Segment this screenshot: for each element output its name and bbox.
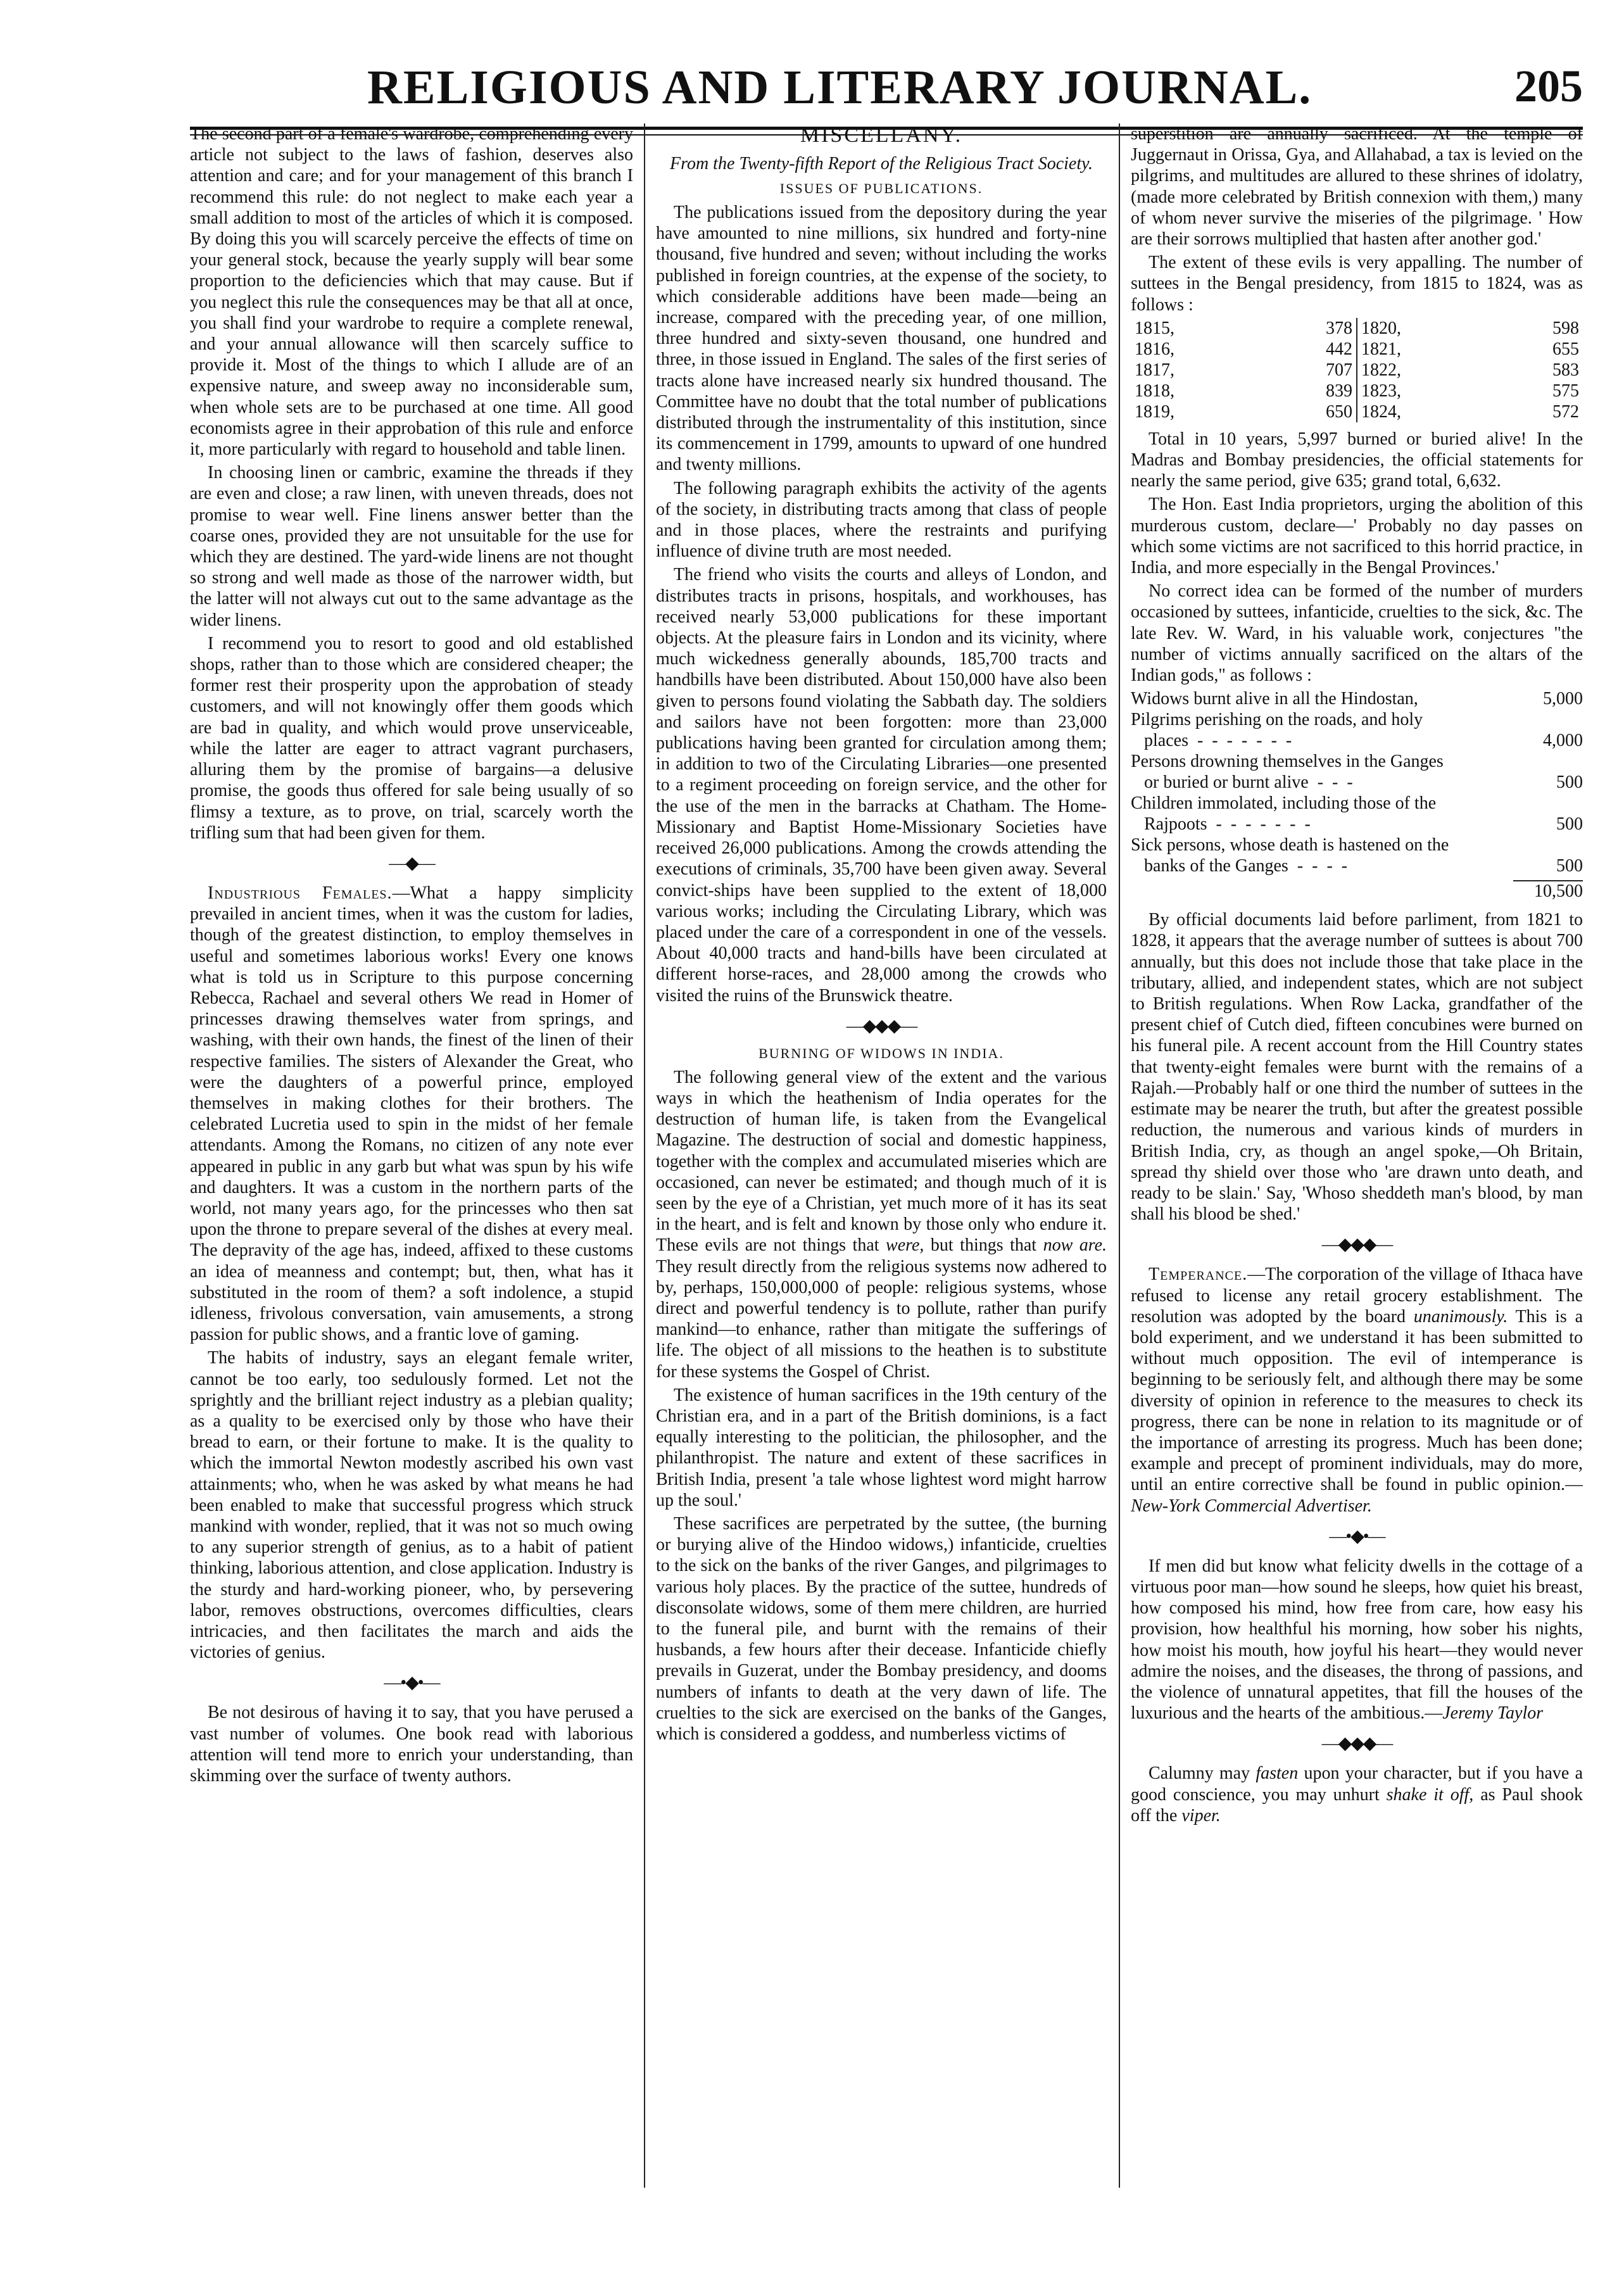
suttee-count: 655 <box>1552 339 1579 359</box>
source-attribution: New-York Commercial Advertiser. <box>1131 1496 1372 1516</box>
emphasis: fasten <box>1256 1763 1299 1784</box>
paragraph: Total in 10 years, 5,997 burned or buried alive! In the Madras and Bombay presidencies, the official statements for nearly the same period, give 635; grand total, 6,632. <box>1131 429 1583 491</box>
ornament-divider: —◆◆◆— <box>1321 1734 1392 1754</box>
estimate-value: 500 <box>1556 856 1583 876</box>
ornament-divider: —•◆•— <box>1329 1526 1385 1546</box>
paragraph-text: They result directly from the religious systems now adhered to by, perhaps, 150,000,000 of people: religious systems, whose direct and powerful tendency is to pollute, rather than purify mankind—to enhance, rather than mitigate the sufferings of life. The object of all missions to the heathen is to substitute for these systems the Gospel of Christ. <box>656 1256 1107 1382</box>
ornament-divider: —◆◆◆— <box>846 1016 917 1036</box>
table-row <box>1131 793 1583 814</box>
paragraph-text: If men did but know what felicity dwells in the cottage of a virtuous poor man—how sound he sleeps, how quiet his breast, how composed his mind, how free from care, how easy his provision, how healthful his morning, how sober his nights, how moist his mouth, how joyful his heart—they would never admire the noises, and the diseases, the throng of passions, and the violence of unnatural appetites, that fill the houses of the luxurious and the hearts of the ambitious.— <box>1131 1556 1583 1724</box>
running-title: RELIGIOUS AND LITERARY JOURNAL. <box>367 61 1312 114</box>
estimate-value <box>1513 709 1583 730</box>
estimate-value: 500 <box>1556 772 1583 793</box>
suttee-year: 1815, <box>1135 318 1174 338</box>
paragraph: The following paragraph exhibits the activity of the agents of the society, in distributing tracts among that class of people and in those places, where the restraints and purifying influence of divine truth are most needed. <box>656 478 1107 562</box>
source-attribution: Jeremy Taylor <box>1442 1703 1544 1724</box>
paragraph-text: —The corporation of the village of Ithaca have refused to license any retail grocery establishment. The resolution was adopted by the board <box>1131 1264 1583 1327</box>
article-lead: Temperance. <box>1149 1264 1248 1285</box>
paragraph: The extent of these evils is very appalling. The number of suttees in the Bengal presidency, from 1815 to 1824, was as follows : <box>1131 253 1583 315</box>
paragraph <box>1131 1763 1583 1826</box>
table-row <box>1131 772 1583 793</box>
estimate-label: or buried or burnt alive - - - <box>1131 772 1353 793</box>
suttee-count: 707 <box>1325 360 1352 380</box>
table-row <box>1131 730 1583 751</box>
estimate-value <box>1513 751 1583 772</box>
estimate-label: Rajpoots - - - - - - - <box>1131 814 1311 835</box>
table-row <box>1131 318 1583 339</box>
paragraph <box>1131 1264 1583 1516</box>
emphasis: unanimously. <box>1413 1306 1508 1327</box>
paragraph: The Hon. East India proprietors, urging the abolition of this murderous custom, declare—' Probably no day passes on which some victims are not sacrificed to this horrid practice, in India, and more especially in the Bengal Provinces.' <box>1131 495 1583 578</box>
columns <box>190 123 1583 2188</box>
column-2 <box>656 123 1107 2188</box>
column-1 <box>190 123 633 2188</box>
suttee-year: 1823, <box>1357 381 1489 401</box>
paragraph-text: The following general view of the extent and the various ways in which the heathenism of India operates for the destruction of human life, is taken from the Evangelical Magazine. The destruction of social and domestic happiness, together with the complex and accumulated miseries which are occasioned, can never be estimated; and though much of it is seen by the eye of a Christian, yet much more of it has its seat in the heart, and is felt and known by those only who endure it. These evils are not things that <box>656 1067 1107 1256</box>
paragraph: The second part of a female's wardrobe, comprehending every article not subject to the laws of fashion, deserves also attention and care; and for your management of this branch I recommend this rule: do not neglect to make each year a small addition to most of the articles of which it is composed. By doing this you will scarcely perceive the effects of time on your general stock, because the yearly supply will bear some proportion to the deficiencies which that may cause. But if you neglect this rule the consequences may be that all at once, you shall find your wardrobe to require a complete renewal, and your annual allowance will then scarcely suffice to provide it. Most of the things to which I allude are of an expensive nature, and sweep away no inconsiderable sum, when whole sets are to be purchased at one time. All good economists agree in their approbation of this rule and enforce it, more particularly with regard to household and table linen. <box>190 124 633 460</box>
suttee-year: 1817, <box>1135 360 1174 380</box>
ornament-divider: —◆— <box>389 853 434 873</box>
estimate-value <box>1513 793 1583 814</box>
estimate-value: 4,000 <box>1543 731 1583 751</box>
victims-estimate-table <box>1131 688 1583 876</box>
estimate-value: 500 <box>1556 814 1583 835</box>
paragraph <box>656 1067 1107 1382</box>
suttee-count: 598 <box>1552 318 1579 338</box>
table-row <box>1131 688 1583 709</box>
paragraph-text: Calumny may <box>1149 1763 1256 1784</box>
page-number: 205 <box>1514 61 1583 111</box>
table-row <box>1131 381 1583 401</box>
suttee-count: 575 <box>1552 381 1579 401</box>
suttee-year: 1822, <box>1357 360 1489 381</box>
column-divider <box>644 123 645 2188</box>
ornament-divider: —•◆•— <box>384 1673 439 1693</box>
suttee-year: 1819, <box>1135 401 1174 422</box>
suttee-count: 583 <box>1552 360 1579 380</box>
paragraph: The friend who visits the courts and alleys of London, and distributes tracts in prisons, hospitals, and workhouses, has received nearly 53,000 publications for these important objects. At the pleasure fairs in London and its vicinity, where much wickedness generally abounds, 185,700 tracts and handbills have been distributed. About 150,000 have also been given to persons found violating the Sabbath day. The soldiers and sailors have not been forgotten: more than 23,000 publications having been granted for circulation among them; in addition to two of the Circulating Libraries—one presented to a regiment proceeding on foreign service, and the other for the use of the men in the barracks at Chatham. The Home-Missionary and Baptist Home-Missionary Societies have received 26,000 publications. Among the crowds attending the executions of criminals, 35,700 have been given away. Several convict-ships have been supplied to the extent of 18,000 various works; including the Circulating Library, which was placed under the care of a correspondent in one of the vessels. About 40,000 tracts and hand-bills have been circulated at different horse-races, and 28,000 among the crowds who visited the ruins of the Brunswick theatre. <box>656 565 1107 1006</box>
paragraph: The habits of industry, says an elegant female writer, cannot be too early, too sedulously formed. Let not the sprightly and the brilliant reject industry as a plebian quality; as a quality to be exercised only by those who have their bread to earn, or their fortune to make. It is the quality to which the immortal Newton modestly ascribed his own vast attainments; who, when he was asked by what means he had been enabled to make that successful progress which struck mankind with wonder, replied, that it was not so much owing to any superior strength of genius, as to a habit of patient thinking, laborious attention, and close application. Industry is the sturdy and hard-working pioneer, who, by persevering labor, removes obstructions, overcomes difficulties, clears intricacies, and then facilitates the march and aids the victories of genius. <box>190 1348 633 1663</box>
section-heading: MISCELLANY. <box>800 123 963 147</box>
table-row <box>1131 709 1583 730</box>
estimate-label: Widows burnt alive in all the Hindostan, <box>1131 689 1418 709</box>
estimate-total: 10,500 <box>1513 880 1583 902</box>
paragraph <box>1131 1556 1583 1724</box>
paragraph: superstition are annually sacrificed. At the temple of Juggernaut in Orissa, Gya, and Allahabad, a tax is levied on the pilgrims, and multitudes are allured to these shrines of idolatry, (made more celebrated by British connexion with them,) many of whom never survive the miseries of the pilgrimage. ' How are their sorrows multiplied that hasten after another god.' <box>1131 124 1583 249</box>
paragraph-text: but things that <box>924 1235 1043 1256</box>
paragraph: By official documents laid before parliment, from 1821 to 1828, it appears that the average number of suttees is about 700 annually, but this does not include those that take place in the tributary, allied, and independent states, which are not subject to British regulations. When Row Lacka, grandfather of the present chief of Cutch died, fifteen concubines were burned on his funeral pile. A recent account from the Hill Country states that twenty-eight females were burnt with the remains of a Rajah.—Probably half or one third the number of suttees in the estimate may be nearer the truth, but after the greatest possible reduction, the numerous and various kinds of murders in British India, cry, as though an angel spoke,—Oh Britain, spread thy shield over those who 'are drawn unto death, and ready to be slain.' Say, 'Whoso sheddeth man's blood, by man shall his blood be shed.' <box>1131 910 1583 1225</box>
suttee-table <box>1131 318 1583 422</box>
table-row <box>1131 751 1583 772</box>
paragraph: The publications issued from the depository during the year have amounted to nine millions, six hundred and forty-nine thousand, five hundred and seven; without including the works published in foreign countries, at the expense of the society, to which considerable additions have been made—being an increase, compared with the preceding year, of one million, three hundred and sixty-seven thousand, one hundred and three, in those issued in England. The sales of the first series of tracts alone have increased nearly six hundred thousand. The Committee have no doubt that the total number of publications distributed through the instrumentality of this institution, since its commencement in 1799, amounts to upward of one hundred and twenty millions. <box>656 203 1107 475</box>
table-row <box>1131 401 1583 422</box>
paragraph: These sacrifices are perpetrated by the suttee, (the burning or burying alive of the Hindoo widows,) infanticide, cruelties to the sick on the banks of the river Ganges, and pilgrimages to various holy places. By the practice of the suttee, hundreds of disconsolate widows, some of them mere children, are hurried to the funeral pile, and burnt with the remains of their husbands, a few hours after their decease. Infanticide chiefly prevails in Guzerat, under the Bombay presidency, and dooms numbers of infants to death at the very dawn of life. The cruelties to the sick are exercised on the banks of the Ganges, which is considered a goddess, and numberless victims of <box>656 1513 1107 1744</box>
column-divider <box>1119 123 1120 2188</box>
estimate-label: Pilgrims perishing on the roads, and holy <box>1131 710 1423 730</box>
section-subheading: From the Twenty-fifth Report of the Religious Tract Society. <box>669 154 1093 173</box>
paragraph: In choosing linen or cambric, examine the threads if they are even and close; a raw linen, with uneven threads, does not promise to wear well. Fine linens answer better than the coarse ones, provided they are not unsuitable for the use for which they are destined. The yard-wide linens are not thought so strong and well made as those of the narrower width, but the latter will not always cut out to the same advantage as the wider linens. <box>190 463 633 630</box>
paragraph-text: This is a bold experiment, and we understand it has been submitted to without much opposition. The evil of intemperance is beginning to be seriously felt, and although there may be some diversity of opinion in reference to the measures to check its progress, there can be none in relation to its magnitude or of the importance of arresting its progress. Much has been done; example and precept of prominent individuals, may do more, until an entire corrective shall be found in public opinion.— <box>1131 1306 1583 1495</box>
suttee-count: 839 <box>1325 381 1352 401</box>
emphasis: viper. <box>1181 1805 1221 1825</box>
suttee-count: 378 <box>1325 318 1352 338</box>
paragraph: I recommend you to resort to good and old established shops, rather than to those which are considered cheaper; the former rest their prosperity upon the approbation of steady customers, and will not knowingly offer them goods which are bad in quality, and which would prove unserviceable, while the latter are eager to attract vagrant purchasers, alluring them by the promise of bargains—a delusive promise, the goods thus offered for sale being usually of so flimsy a texture, as to prove, on trial, scarcely worth the trifling sum that had been given for them. <box>190 633 633 843</box>
column-3 <box>1131 123 1583 2188</box>
table-row <box>1131 855 1583 876</box>
suttee-year: 1816, <box>1135 339 1174 359</box>
suttee-count: 572 <box>1552 401 1579 422</box>
ornament-divider: —◆◆◆— <box>1321 1235 1392 1255</box>
emphasis: shake it off, <box>1386 1784 1474 1805</box>
estimate-value <box>1513 835 1583 855</box>
article-heading: BURNING OF WIDOWS IN INDIA. <box>758 1045 1004 1061</box>
emphasis: now are. <box>1043 1235 1107 1256</box>
suttee-count: 442 <box>1325 339 1352 359</box>
suttee-year: 1820, <box>1357 318 1489 339</box>
emphasis: were, <box>886 1235 924 1256</box>
estimate-label: Children immolated, including those of the <box>1131 793 1437 814</box>
paragraph-text: as Paul shook off the <box>1131 1784 1583 1825</box>
estimate-label: Persons drowning themselves in the Ganges <box>1131 752 1444 772</box>
paragraph: The existence of human sacrifices in the 19th century of the Christian era, and in a part of the British dominions, is a fact equally interesting to the politician, the philosopher, and the philanthropist. The nature and extent of these sacrifices in British India, present 'a tale whose lightest word might harrow up the soul.' <box>656 1385 1107 1510</box>
article-lead: Industrious Females. <box>208 883 393 903</box>
suttee-year: 1818, <box>1135 381 1174 401</box>
table-row <box>1131 814 1583 835</box>
paragraph <box>190 883 633 1345</box>
article-heading: ISSUES OF PUBLICATIONS. <box>779 180 983 196</box>
suttee-year: 1824, <box>1357 401 1489 422</box>
table-row <box>1131 835 1583 855</box>
estimate-label: banks of the Ganges - - - - <box>1131 856 1348 876</box>
suttee-year: 1821, <box>1357 339 1489 360</box>
estimate-label: Sick persons, whose death is hastened on the <box>1131 835 1449 855</box>
page-header <box>190 25 1583 114</box>
paragraph: Be not desirous of having it to say, that you have perused a vast number of volumes. One book read with laborious attention will tend more to enrich your understanding, than skimming over the surface of twenty authors. <box>190 1703 633 1786</box>
table-row <box>1131 360 1583 381</box>
table-row <box>1131 339 1583 360</box>
estimate-value: 5,000 <box>1543 689 1583 709</box>
estimate-label: places - - - - - - - <box>1131 731 1292 751</box>
paragraph-text: —What a happy simplicity prevailed in ancient times, when it was the custom for ladies, though of the greatest distinction, to employ themselves in useful and sometimes laborious works! Every one knows what is told us in Scripture to this purpose concerning Rebecca, Rachael and several others We read in Homer of princesses drawing themselves water from springs, and washing, with their own hands, the finest of the linen of their respective families. The sisters of Alexander the Great, who were the daughters of a powerful prince, employed themselves in making clothes for their brothers. The celebrated Lucretia used to spin in the midst of her female attendants. Among the Romans, no citizen of any note ever appeared in public in any garb but what was spun by his wife and daughters. It was a custom in the northern parts of the world, not many years ago, for the princesses who then sat upon the throne to prepare several of the dishes at every meal. The depravity of the age has, indeed, affixed to these customs an idea of meanness and contempt; but, then, what has it substituted in the room of them? a soft indolence, a stupid idleness, frivolous conversation, vain amusements, a strong passion for public shows, and a frantic love of gaming. <box>190 883 633 1345</box>
suttee-count: 650 <box>1325 401 1352 422</box>
paragraph-text: upon your character, but if you have a good conscience, you may unhurt <box>1131 1763 1583 1805</box>
paragraph: No correct idea can be formed of the number of murders occasioned by suttees, infanticide, cruelties to the sick, &c. The late Rev. W. Ward, in his valuable work, conjectures "the number of victims annually sacrificed on the altars of the Indian gods," as follows : <box>1131 581 1583 686</box>
